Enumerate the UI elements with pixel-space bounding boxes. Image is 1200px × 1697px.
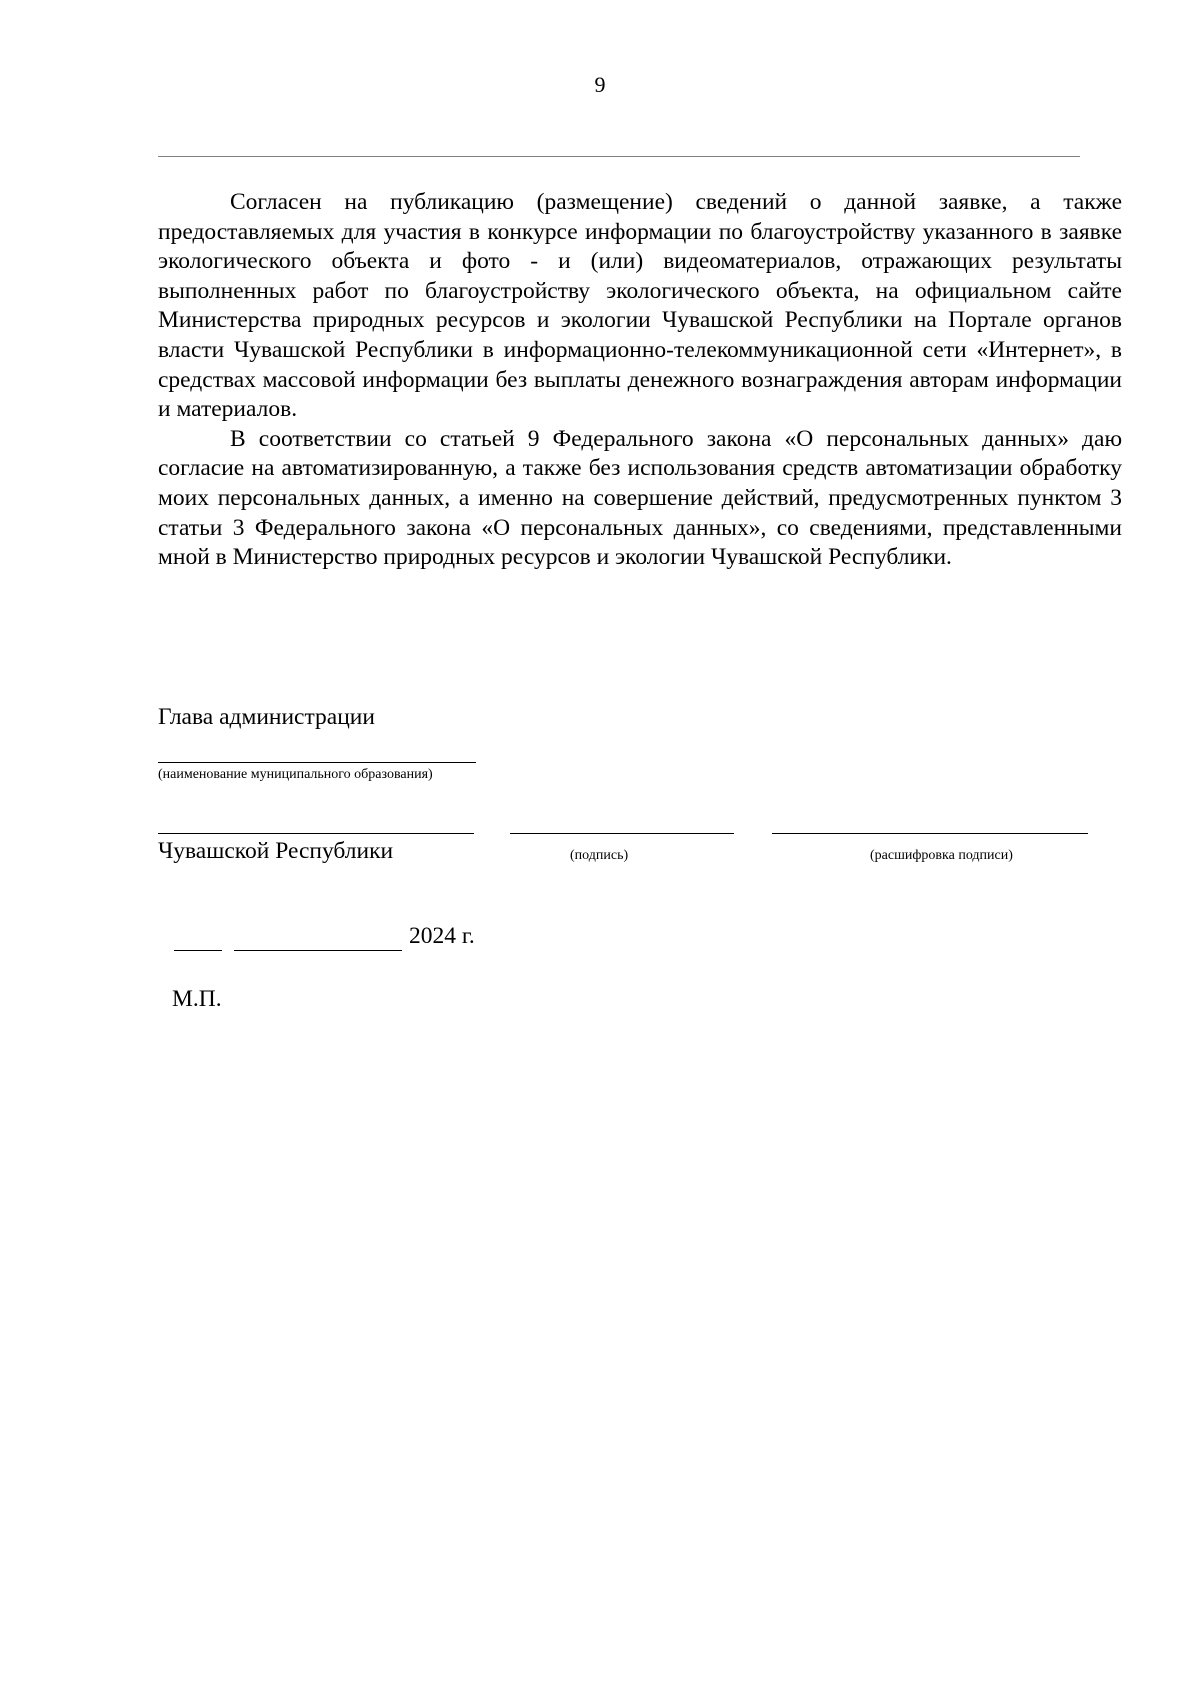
header-rule — [158, 156, 1080, 157]
position-title: Глава администрации — [158, 704, 375, 730]
signature-line — [510, 833, 734, 834]
decoding-line — [772, 833, 1088, 834]
municipality-caption: (наименование муниципального образования) — [158, 767, 433, 782]
seal-mark: М.П. — [172, 986, 222, 1012]
republic-label: Чувашской Республики — [158, 838, 394, 864]
date-day-blank — [174, 950, 222, 951]
decoding-caption: (расшифровка подписи) — [870, 848, 1013, 863]
date-year: 2024 г. — [409, 923, 475, 949]
signature-caption: (подпись) — [570, 848, 629, 863]
page-number: 9 — [594, 72, 606, 97]
position-line — [158, 833, 474, 834]
consent-personal-data-paragraph: В соответствии со статьей 9 Федерального закона «О персональных данных» даю согласие на автоматизированную, а также без использования средств автоматизации обработку моих персональных данных, а именно на совершение действий, предусмотренных пунктом 3 статьи 3 Федерального закона «О персональных данных», со сведениями, представленными мной в Министерство природных ресурсов и экологии Чувашской Республики. — [158, 425, 1122, 571]
consent-publication-paragraph: Согласен на публикацию (размещение) сведений о данной заявке, а также предоставляемых для участия в конкурсе информации по благоустройству указанного в заявке экологического объекта и фото - и (или) видеоматериалов, отражающих результаты выполненных работ по благоустройству экологического объекта, на официальном сайте Министерства природных ресурсов и экологии Чувашской Республики на Портале органов власти Чувашской Республики в информационно-телекоммуникационной сети «Интернет», в средствах массовой информации без выплаты денежного вознаграждения авторам информации и материалов. — [158, 189, 1122, 423]
date-month-blank — [234, 950, 402, 951]
body-text — [158, 188, 1122, 573]
municipality-line — [158, 762, 476, 763]
